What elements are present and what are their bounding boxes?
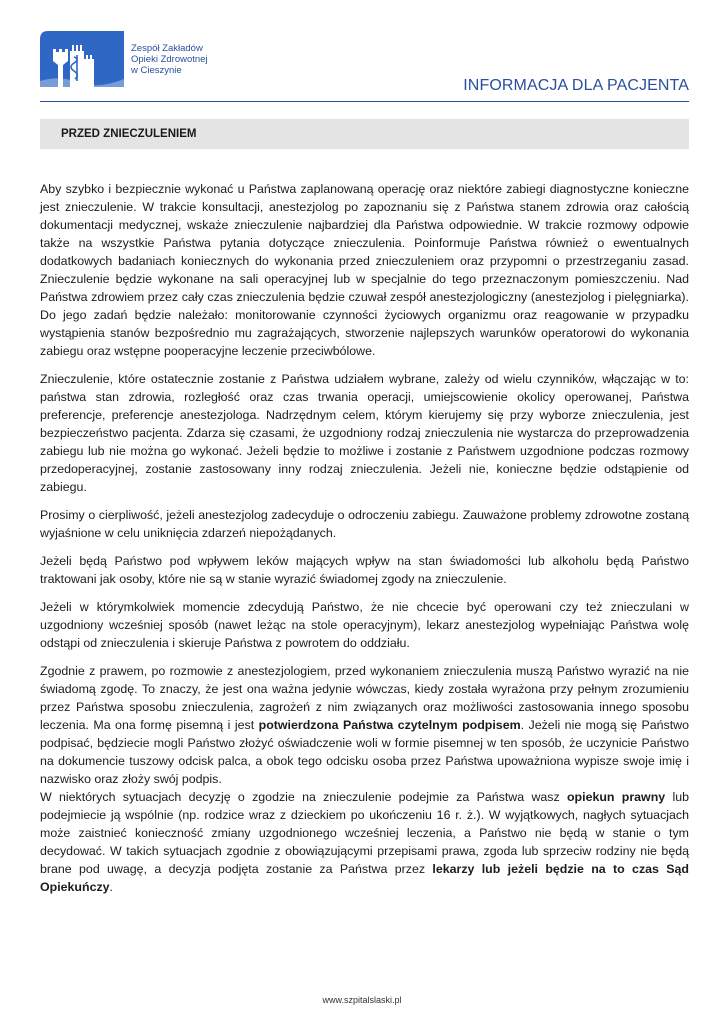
guardian-text-2: lub podejmiecie ją wspólnie (np. rodzice wraz z dzieckiem po ukończeniu 16 r. ż.). W wyjątkowych, nagłych sytuacjach może zaistnieć konieczność zmiany uzgodnionego wcześniej leczenia, a Państwo nie będą w stanie o tym decydować. W takich sytuacjach zgodnie z obowiązującymi przepisami prawa, zgoda lub sprzeciw rodziny nie będą brane pod uwagę, a decyzja podjęta zostanie za Państwa przez <box>40 790 690 876</box>
paragraph-withdrawal: Jeżeli w którymkolwiek momencie zdecydują Państwo, że nie chcecie być operowani czy też znieczulani w uzgodniony wcześniej sposób (nawet leżąc na stole operacyjnym), lekarz anestezjolog wypełniając Państwa wolę odstąpi od znieczulenia i skieruje Państwa z powrotem do oddziału. <box>40 600 689 650</box>
paragraph-legal-guardian <box>40 788 689 896</box>
org-name-line-1: Zespół Zakładów <box>131 43 203 54</box>
org-name-line-2: Opieki Zdrowotnej <box>131 54 208 65</box>
consent-text-1: Zgodnie z prawem, po rozmowie z anestezjologiem, przed wykonaniem znieczulenia muszą Państwo wyrazić na nie świadomą zgodę. To znaczy, że jest ona ważna jedynie wówczas, kiedy została wyrażona przy pełnym zrozumieniu przez Państwa sposobu znieczulenia, zagrożeń z nim związanych oraz możliwości zastosowania innego sposobu leczenia. Ma ona formę pisemną i jest <box>40 664 689 732</box>
document-body <box>40 180 689 906</box>
consent-emphasis-signature: potwierdzona Państwa czytelnym podpisem <box>258 718 521 732</box>
document-title: INFORMACJA DLA PACJENTA <box>463 77 689 94</box>
section-title: PRZED ZNIECZULENIEM <box>61 128 197 140</box>
section-header-bar <box>40 119 689 149</box>
organization-name <box>131 43 208 76</box>
paragraph-intro: Aby szybko i bezpiecznie wykonać u Państwa zaplanowaną operację oraz niektóre zabiegi diagnostyczne konieczne jest znieczulenie. W trakcie konsultacji, anestezjolog po zapoznaniu się z Państwa stanem zdrowia oraz całością dokumentacji medycznej, wskaże znieczulenie najbardziej dla Państwa odpowiednie. W trakcie rozmowy odpowie także na wszystkie Państwa pytania dotyczące znieczulenia. Poinformuje Państwa również o ewentualnych dodatkowych badaniach koniecznych do wykonania przed znieczuleniem oraz przypomni o przestrzeganiu zasad. Znieczulenie będzie wykonane na sali operacyjnej lub w specjalnie do tego przeznaczonym pomieszczeniu. Nad Państwa zdrowiem przez cały czas znieczulenia będzie czuwał zespół anestezjologiczny (anestezjolog i pielęgniarka). Do jego zadań będzie należało: monitorowanie czynności życiowych organizmu oraz reagowanie w przypadku wystąpienia stanów bezpośrednio mu zagrażających, stworzenie najlepszych warunków operatorowi do wykonania zabiegu oraz wstępne pooperacyjne leczenie przeciwbólowe. <box>40 182 689 358</box>
guardian-emphasis-legal-guardian: opiekun prawny <box>566 790 666 804</box>
castle-tower-logo-icon <box>40 31 124 87</box>
guardian-text-3: . <box>109 880 113 894</box>
paragraph-consent <box>40 662 689 788</box>
logo <box>40 31 124 87</box>
guardian-text-1: W niektórych sytuacjach decyzję o zgodzie na znieczulenie podejmie za Państwa wasz <box>40 790 567 804</box>
consent-text-2: . Jeżeli nie mogą się Państwo podpisać, będziecie mogli Państwo złożyć oświadczenie woli w formie pisemnej w ten sposób, że uczynicie Państwo na dokumencie tuszowy odcisk palca, a obok tego odcisku osoba przez Państwa upoważniona wypisze swoje imię i nazwisko oraz złoży swój podpis. <box>40 718 689 786</box>
paragraph-medication-alcohol: Jeżeli będą Państwo pod wpływem leków mających wpływ na stan świadomości lub alkoholu będą Państwo traktowani jak osoby, które nie są w stanie wyrazić świadomej zgody na znieczulenie. <box>40 554 689 586</box>
org-name-line-3: w Cieszynie <box>131 65 182 76</box>
paragraph-postponement: Prosimy o cierpliwość, jeżeli anestezjolog zadecyduje o odroczeniu zabiegu. Zauważone problemy zdrowotne zostaną wyjaśnione w celu uniknięcia zdarzeń niepożądanych. <box>40 508 689 540</box>
guardian-emphasis-court: lekarzy lub jeżeli będzie na to czas Sąd Opiekuńczy <box>40 862 689 894</box>
footer-website-url: www.szpitalslaski.pl <box>322 995 402 1005</box>
paragraph-choice: Znieczulenie, które ostatecznie zostanie z Państwa udziałem wybrane, zależy od wielu czynników, włączając w to: państwa stan zdrowia, rozległość oraz czas trwania operacji, umiejscowienie okolicy operowanej, Państwa preferencje, preferencje anestezjologa. Nadrzędnym celem, którym kierujemy się przy wyborze znieczulenia, jest bezpieczeństwo pacjenta. Zdarza się czasami, że uzgodniony rodzaj znieczulenia nie wystarcza do przeprowadzenia zabiegu lub nie można go wykonać. Jeżeli będzie to możliwe i zostanie z Państwem uzgodnione podczas rozmowy przedoperacyjnej, zostanie zastosowany inny rodzaj znieczulenia. Jeżeli nie, konieczne będzie odstąpienie od zabiegu. <box>40 372 689 494</box>
header-divider <box>40 101 689 102</box>
